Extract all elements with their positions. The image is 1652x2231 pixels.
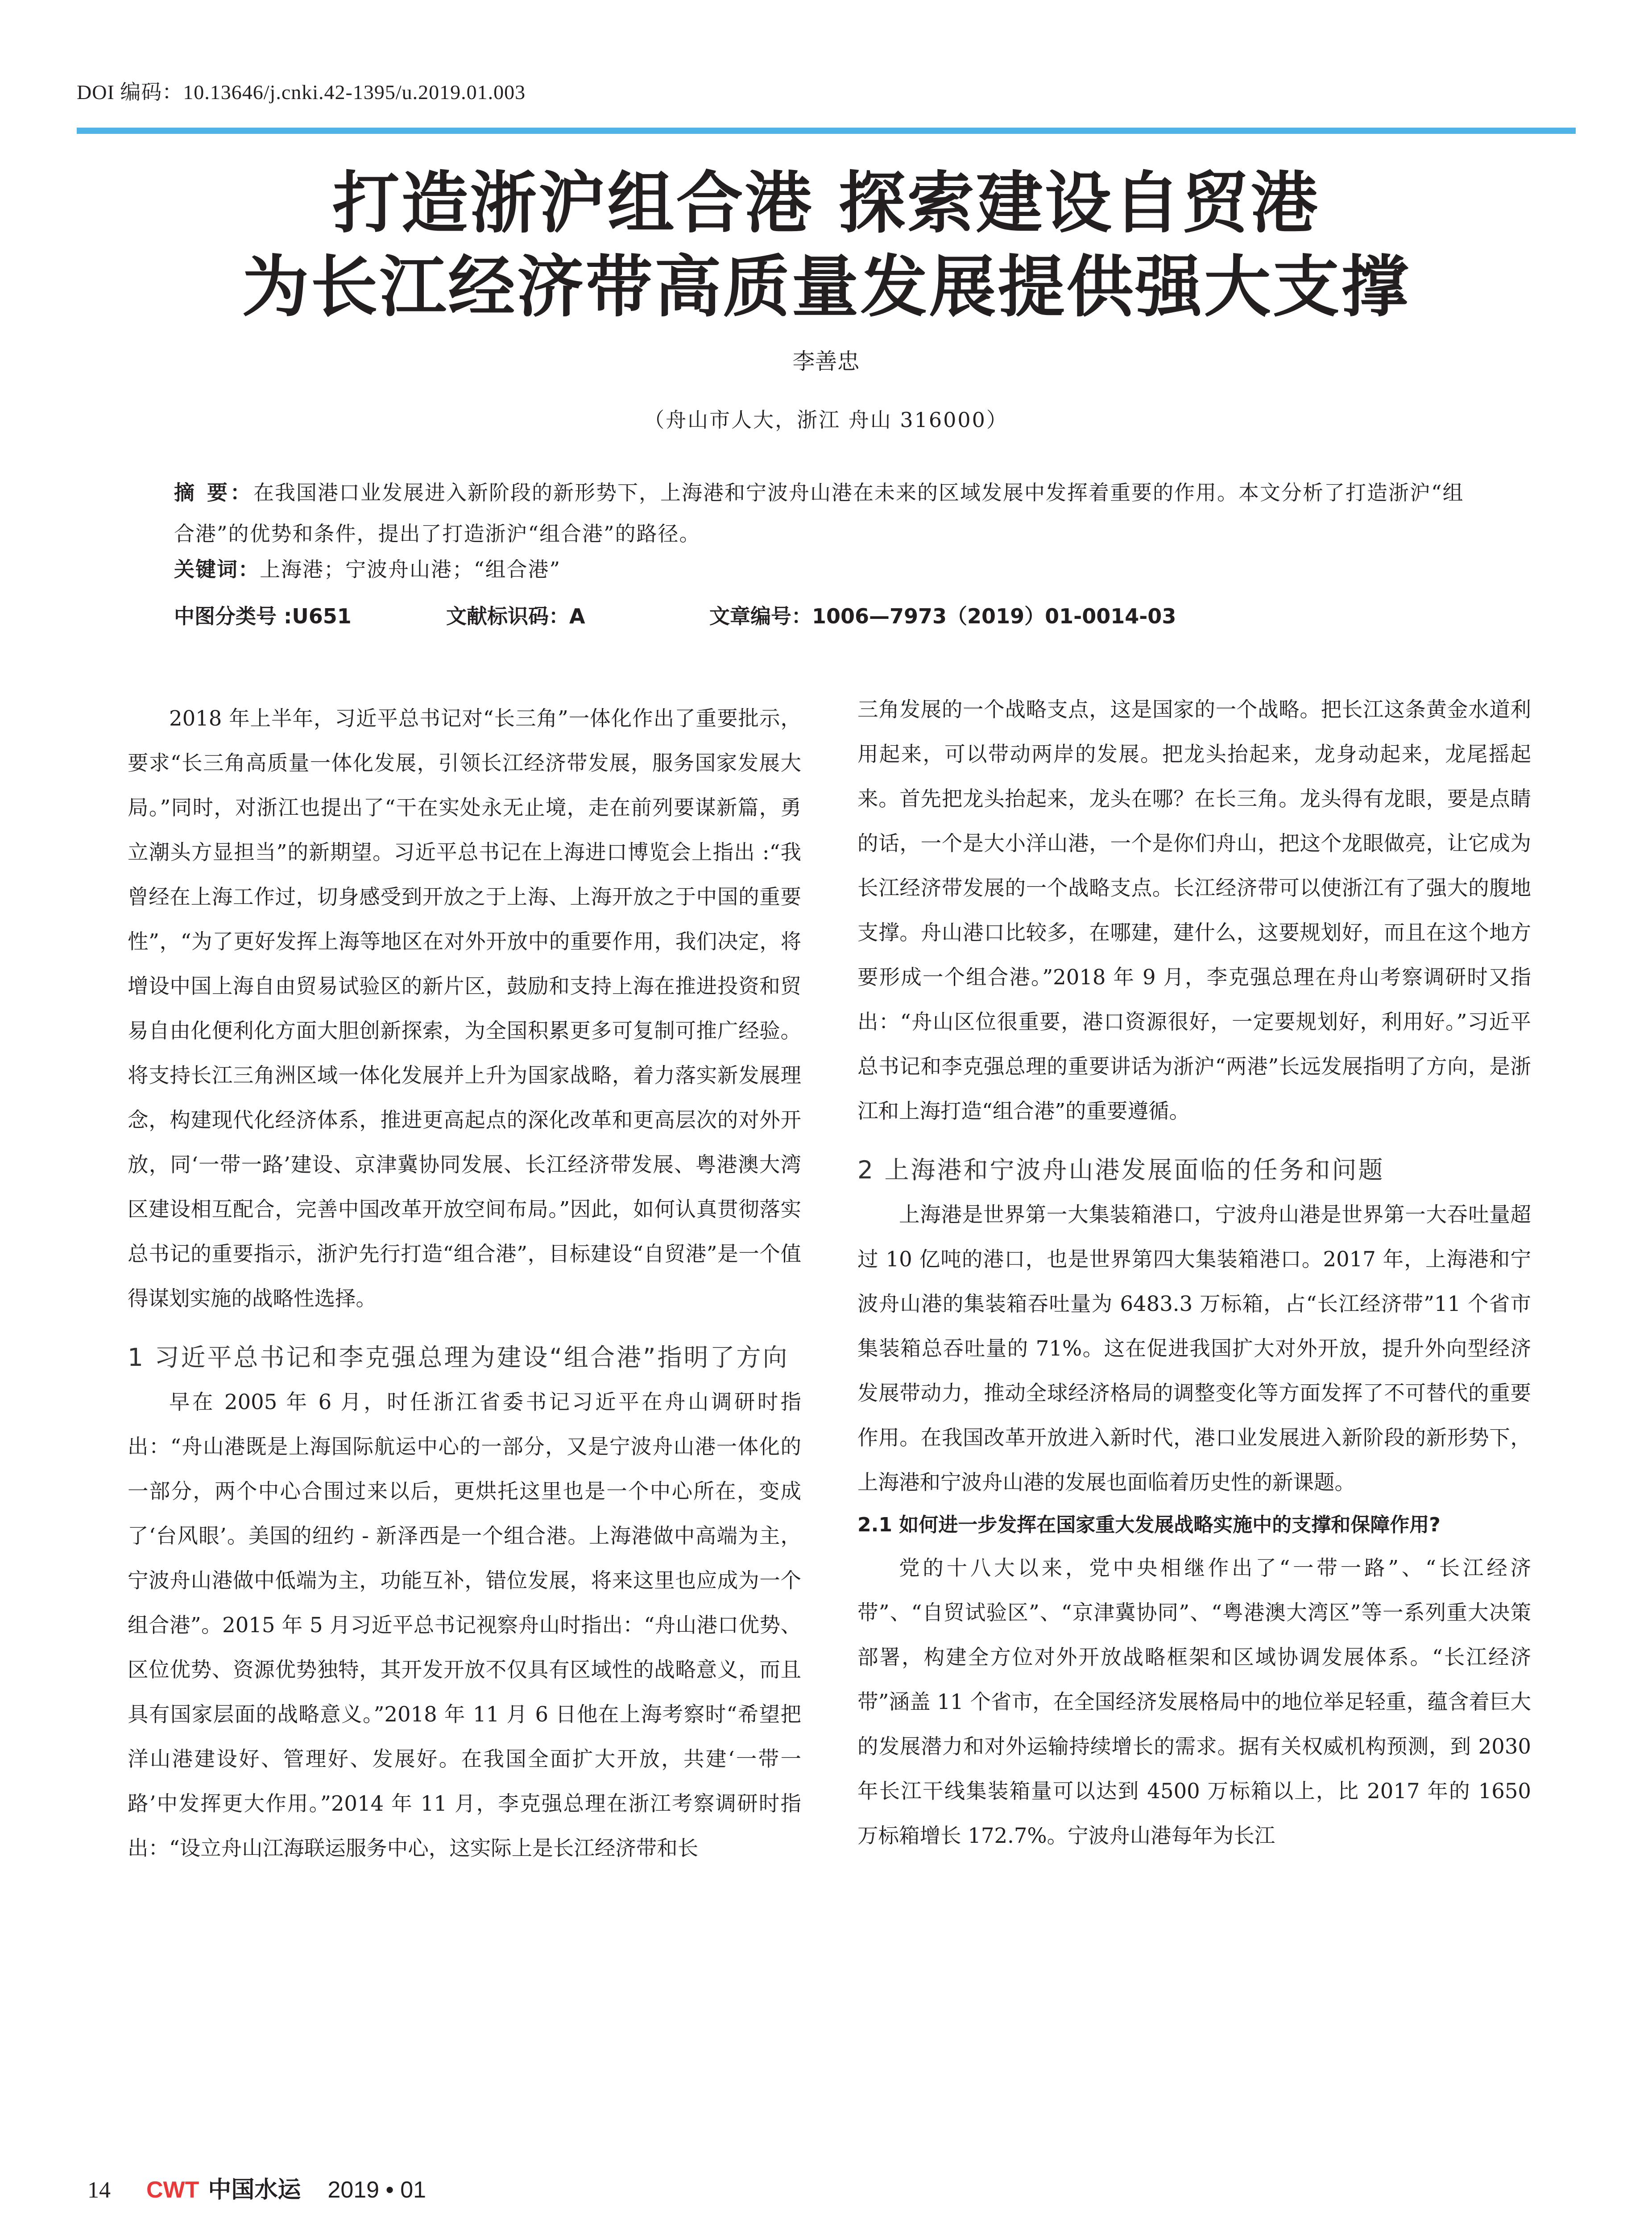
abstract (174, 472, 1481, 554)
clc-value: U651 (292, 604, 352, 628)
title-line-2: 为长江经济带高质量发展提供强大支撑 (242, 248, 1410, 326)
body-paragraph: 2018 年上半年，习近平总书记对“长三角”一体化作出了重要批示，要求“长三角高质量一体化发展，引领长江经济带发展，服务国家发展大局。”同时，对浙江也提出了“干在实处永无止境，走在前列要谋新篇，勇立潮头方显担当”的新期望。习近平总书记在上海进口博览会上指出 :“我曾经在上海工作过，切身感受到开放之于上海、上海开放之于中国的重要性”，“为了更好发挥上海等地区在对外开放中的重要作用，我们决定，将增设中国上海自由贸易试验区的新片区，鼓励和支持上海在推进投资和贸易自由化便利化方面大胆创新探索，为全国积累更多可复制可推广经验。将支持长江三角洲区域一体化发展并上升为国家战略，着力落实新发展理念，构建现代化经济体系，推进更高起点的深化改革和更高层次的对外开放，同‘一带一路’建设、京津冀协同发展、长江经济带发展、粤港澳大湾区建设相互配合，完善中国改革开放空间布局。”因此，如何认真贯彻落实总书记的重要指示，浙沪先行打造“组合港”，目标建设“自贸港”是一个值得谋划实施的战略性选择。 (128, 706, 801, 1310)
keywords-text: 上海港；宁波舟山港；“组合港” (260, 557, 561, 581)
body-paragraph: 党的十八大以来，党中央相继作出了“一带一路”、“长江经济带”、“自贸试验区”、“京津冀协同”、“粤港澳大湾区”等一系列重大决策部署，构建全方位对外开放战略框架和区域协调发展体系。“长江经济带”涵盖 11 个省市，在全国经济发展格局中的地位举足轻重，蕴含着巨大的发展潜力和对外运输持续增长的需求。据有关权威机构预测，到 2030 年长江干线集装箱量可以达到 4500 万标箱以上，比 2017 年的 1650 万标箱增长 172.7%。宁波舟山港每年为长江 (857, 1556, 1531, 1848)
page-footer (87, 2171, 426, 2204)
doc-code-label: 文献标识码： (446, 604, 569, 628)
left-column (128, 696, 801, 1870)
magazine-name: 中国水运 (208, 2177, 301, 2203)
article-no-value: 1006—7973（2019）01-0014-03 (812, 604, 1176, 628)
section-heading-1: 1 习近平总书记和李克强总理为建设“组合港”指明了方向 (128, 1343, 789, 1372)
body-paragraph: 上海港是世界第一大集装箱港口，宁波舟山港是世界第一大吞吐量超过 10 亿吨的港口，也是世界第四大集装箱港口。2017 年，上海港和宁波舟山港的集装箱吞吐量为 6483.3 万标箱，占“长江经济带”11 个省市集装箱总吞吐量的 71%。这在促进我国扩大对外开放，提升外向型经济发展带动力，推动全球经济格局的调整变化等方面发挥了不可替代的重要作用。在我国改革开放进入新时代，港口业发展进入新阶段的新形势下，上海港和宁波舟山港的发展也面临着历史性的新课题。 (857, 1203, 1531, 1494)
clc-label: 中图分类号 : (174, 604, 292, 628)
abstract-label: 摘 要： (174, 481, 254, 505)
right-column (857, 687, 1531, 1858)
article-no-label: 文章编号： (709, 604, 812, 628)
title-line-1: 打造浙沪组合港 探索建设自贸港 (332, 164, 1320, 242)
article-no-field (709, 600, 1176, 630)
page-number: 14 (87, 2177, 111, 2203)
subsection-heading-2-1: 2.1 如何进一步发挥在国家重大发展战略实施中的支撑和保障作用? (857, 1514, 1441, 1536)
issue-number: 2019 • 01 (327, 2177, 426, 2203)
body-paragraph: 早在 2005 年 6 月，时任浙江省委书记习近平在舟山调研时指出：“舟山港既是上海国际航运中心的一部分，又是宁波舟山港一体化的一部分，两个中心合围过来以后，更烘托这里也是一个中心所在，变成了‘台风眼’。美国的纽约 - 新泽西是一个组合港。上海港做中高端为主，宁波舟山港做中低端为主，功能互补，错位发展，将来这里也应成为一个组合港”。2015 年 5 月习近平总书记视察舟山时指出：“舟山港口优势、区位优势、资源优势独特，其开发开放不仅具有区域性的战略意义，而且具有国家层面的战略意义。”2018 年 11 月 6 日他在上海考察时“希望把洋山港建设好、管理好、发展好。在我国全面扩大开放，共建‘一带一路’中发挥更大作用。”2014 年 11 月，李克强总理在浙江考察调研时指出：“设立舟山江海联运服务中心，这实际上是长江经济带和长 (128, 1390, 801, 1860)
doc-code-field (446, 600, 585, 630)
clc-field (174, 600, 352, 630)
brand-logo: CWT (146, 2177, 199, 2203)
keywords (174, 553, 561, 583)
abstract-text: 在我国港口业发展进入新阶段的新形势下，上海港和宁波舟山港在未来的区域发展中发挥着重要的作用。本文分析了打造浙沪“组合港”的优势和条件，提出了打造浙沪“组合港”的路径。 (174, 481, 1464, 546)
section-heading-2: 2 上海港和宁波舟山港发展面临的任务和问题 (857, 1156, 1385, 1184)
author: 李善忠 (792, 348, 860, 374)
doi-line: DOI 编码：10.13646/j.cnki.42-1395/u.2019.01.003 (77, 81, 526, 104)
keywords-label: 关键词： (174, 557, 260, 581)
header-rule (77, 128, 1576, 134)
body-paragraph: 三角发展的一个战略支点，这是国家的一个战略。把长江这条黄金水道利用起来，可以带动两岸的发展。把龙头抬起来，龙身动起来，龙尾摇起来。首先把龙头抬起来，龙头在哪？在长三角。龙头得有龙眼，要是点睛的话，一个是大小洋山港，一个是你们舟山，把这个龙眼做亮，让它成为长江经济带发展的一个战略支点。长江经济带可以使浙江有了强大的腹地支撑。舟山港口比较多，在哪建，建什么，这要规划好，而且在这个地方要形成一个组合港。”2018 年 9 月，李克强总理在舟山考察调研时又指出：“舟山区位很重要，港口资源很好，一定要规划好，利用好。”习近平总书记和李克强总理的重要讲话为浙沪“两港”长远发展指明了方向，是浙江和上海打造“组合港”的重要遵循。 (857, 697, 1531, 1123)
affiliation: （舟山市人大，浙江 舟山 316000） (644, 408, 1008, 432)
doc-code-value: A (569, 604, 585, 628)
